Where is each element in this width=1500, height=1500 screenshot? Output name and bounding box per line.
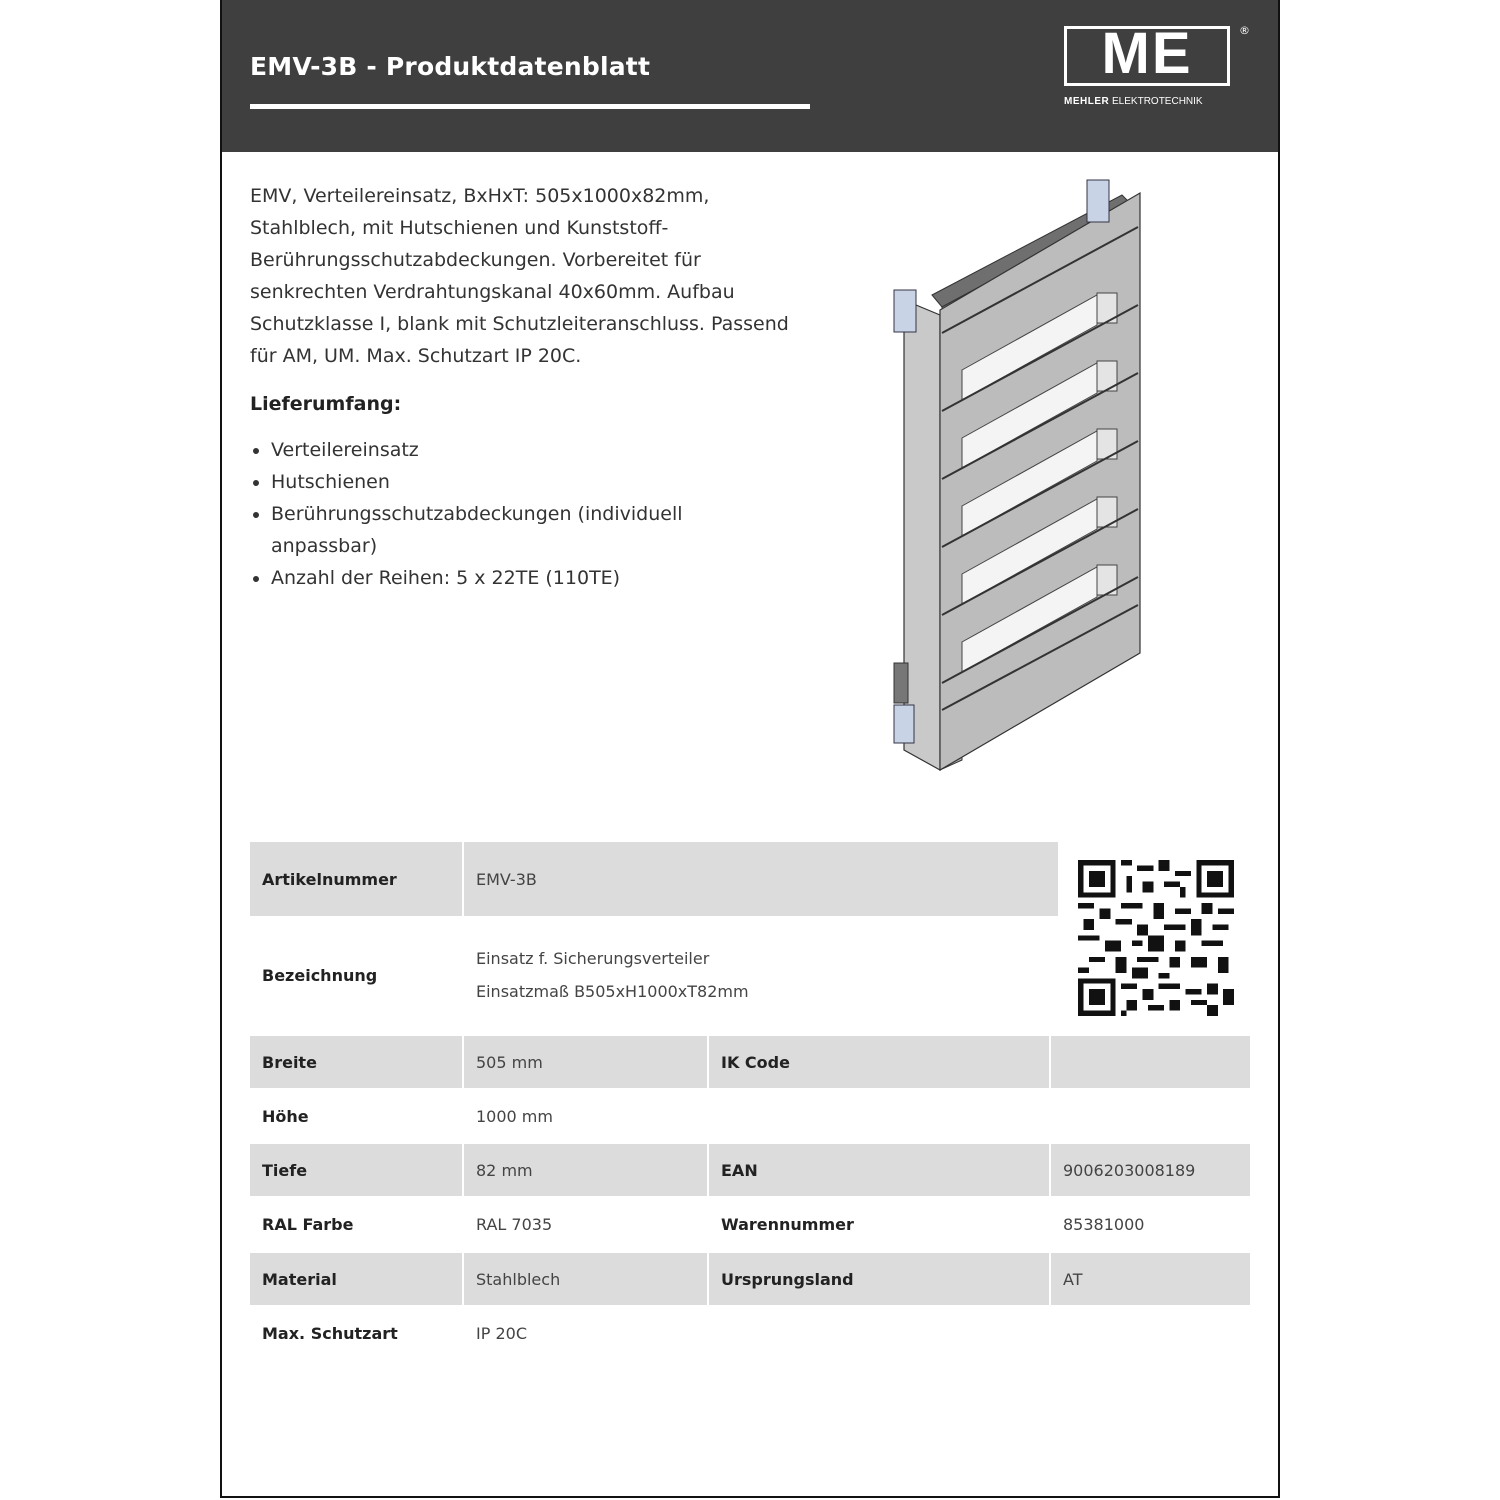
table-row (250, 842, 1058, 916)
spec-value: 1000 mm (476, 1106, 553, 1126)
spec-label: Bezeichnung (262, 965, 378, 985)
spec-label: Breite (250, 1036, 462, 1088)
list-item: • Verteilereinsatz (271, 434, 791, 466)
spec-value: 82 mm (464, 1144, 707, 1196)
spec-value: IP 20C (476, 1323, 527, 1343)
spec-value: AT (1051, 1253, 1250, 1305)
designation-line: Einsatz f. Sicherungsverteiler (476, 949, 710, 968)
registered-mark: ® (1239, 24, 1250, 37)
spec-value (1051, 1090, 1250, 1142)
table-row (250, 1144, 1250, 1196)
spec-value: 505 mm (464, 1036, 707, 1088)
spec-label: IK Code (709, 1036, 1049, 1088)
qr-code-icon (1078, 860, 1234, 1016)
spec-value: EMV-3B (464, 842, 1058, 916)
spec-label: Artikelnummer (250, 842, 462, 916)
logo-company-name (1064, 96, 1203, 107)
product-description: EMV, Verteilereinsatz, BxHxT: 505x1000x82mm, Stahlblech, mit Hutschienen und Kunststoff-Berührungsschutzabdeckungen. Vorbereitet für senkrechten Verdrahtungskanal 40x60mm. Aufbau Schutzklasse I, blank mit Schutzleiteranschluss. Passend für AM, UM. Max. Schutzart IP 20C. (250, 185, 789, 367)
table-row (250, 918, 1058, 1032)
spec-label: Ursprungsland (709, 1253, 1049, 1305)
spec-label: RAL Farbe (262, 1214, 354, 1234)
spec-label: Material (250, 1253, 462, 1305)
spec-value (1051, 1307, 1250, 1359)
spec-label: Tiefe (250, 1144, 462, 1196)
spec-label: Max. Schutzart (262, 1323, 398, 1343)
list-item: • Anzahl der Reihen: 5 x 22TE (110TE) (271, 562, 791, 594)
spec-label: Höhe (262, 1106, 309, 1126)
scope-list (250, 434, 791, 594)
page-title: EMV-3B - Produktdatenblatt (250, 52, 651, 81)
spec-value: Stahlblech (464, 1253, 707, 1305)
spec-value (1051, 1036, 1250, 1088)
table-row (250, 1198, 1250, 1250)
spec-label (709, 1090, 1049, 1142)
datasheet-page (220, 0, 1280, 1498)
scope-heading: Lieferumfang: (250, 393, 402, 415)
list-item: • Berührungsschutzabdeckungen (individuell anpassbar) (271, 498, 791, 562)
company-logo (1064, 21, 1254, 114)
logo-company-bold: MEHLER (1064, 96, 1110, 107)
spec-value: 9006203008189 (1051, 1144, 1250, 1196)
list-item: • Hutschienen (271, 466, 791, 498)
spec-label: Warennummer (721, 1214, 854, 1234)
spec-value: RAL 7035 (476, 1214, 553, 1234)
spec-value: 85381000 (1063, 1214, 1145, 1234)
table-row (250, 1036, 1250, 1088)
header-bar (222, 0, 1278, 152)
logo-letters: ME (1101, 21, 1193, 86)
table-row (250, 1253, 1250, 1305)
table-row (250, 1307, 1250, 1359)
spec-value (464, 918, 1058, 1032)
logo-company-suffix: ELEKTROTECHNIK (1112, 96, 1203, 107)
distribution-insert-product-image (882, 175, 1152, 775)
table-row (250, 1090, 1250, 1142)
title-underline (250, 104, 810, 109)
spec-label (709, 1307, 1049, 1359)
designation-line: Einsatzmaß B505xH1000xT82mm (476, 982, 749, 1001)
spec-label: EAN (709, 1144, 1049, 1196)
